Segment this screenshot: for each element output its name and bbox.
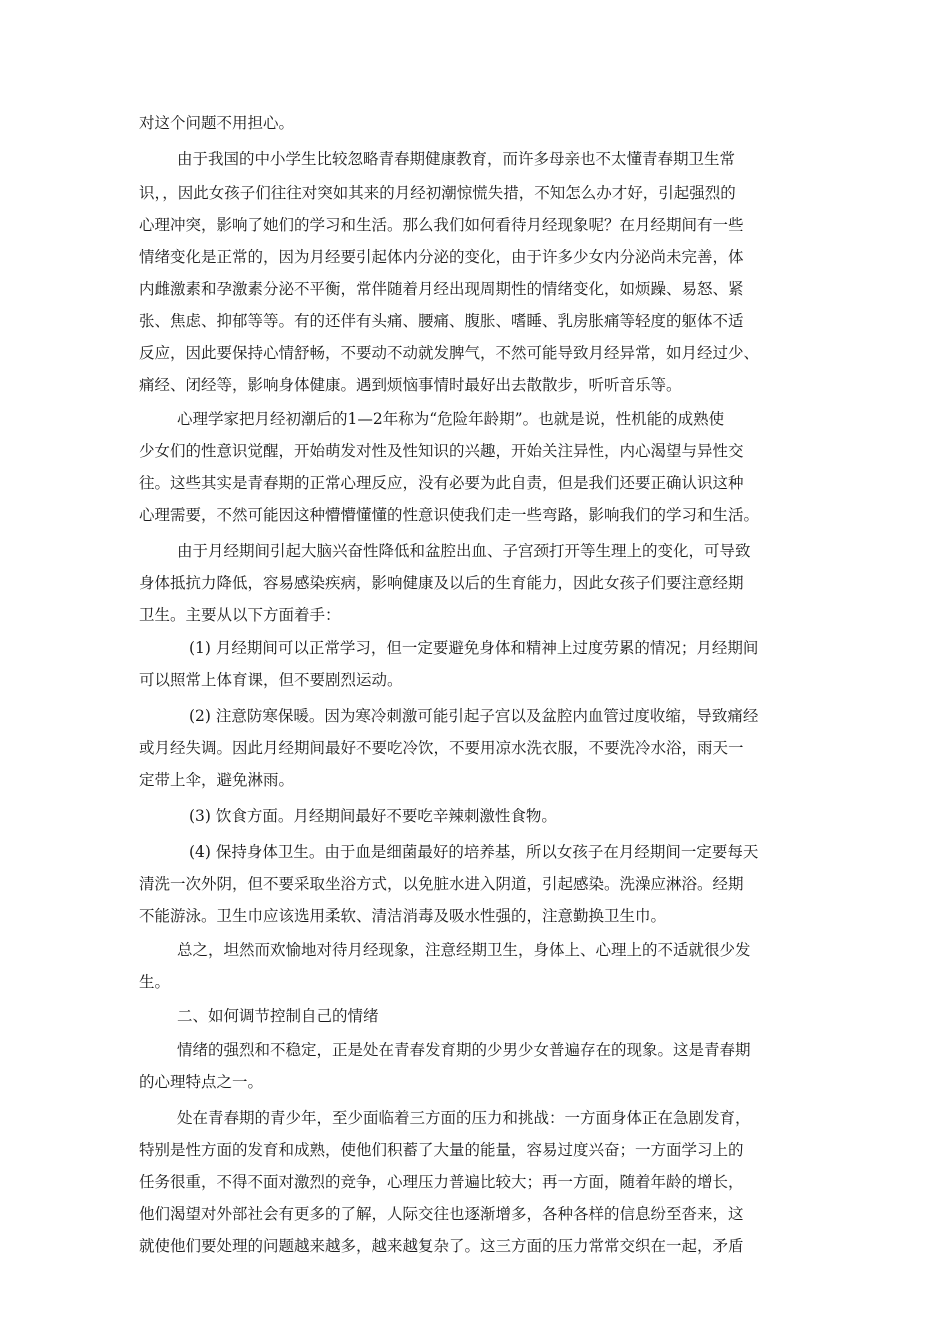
text-line: 痛经、闭经等，影响身体健康。遇到烦恼事情时最好出去散散步，听听音乐等。	[139, 376, 682, 394]
section-heading: 二、如何调节控制自己的情绪	[177, 1007, 379, 1025]
text-line: 心理冲突，影响了她们的学习和生活。那么我们如何看待月经现象呢？在月经期间有一些	[139, 216, 744, 234]
text-line: 往。这些其实是青春期的正常心理反应，没有必要为此自责，但是我们还要正确认识这种	[139, 474, 744, 492]
list-item-line: (1) 月经期间可以正常学习，但一定要避免身体和精神上过度劳累的情况；月经期间	[189, 639, 759, 657]
text-line: 张、焦虑、抑郁等等。有的还伴有头痛、腰痛、腹胀、嗜睡、乳房胀痛等轻度的躯体不适	[139, 312, 744, 330]
text-line: 或月经失调。因此月经期间最好不要吃冷饮，不要用凉水洗衣服，不要洗冷水浴，雨天一	[139, 739, 744, 757]
text-line: 清洗一次外阴，但不要采取坐浴方式，以免脏水进入阴道，引起感染。洗澡应淋浴。经期	[139, 875, 744, 893]
text-line: 身体抵抗力降低，容易感染疾病，影响健康及以后的生育能力，因此女孩子们要注意经期	[139, 574, 744, 592]
text-line: 反应，因此要保持心情舒畅，不要动不动就发脾气，不然可能导致月经异常，如月经过少、	[139, 344, 760, 362]
text-line: 处在青春期的青少年，至少面临着三方面的压力和挑战：一方面身体正在急剧发育，	[177, 1109, 751, 1127]
text-line: 不能游泳。卫生巾应该选用柔软、清洁消毒及吸水性强的，注意勤换卫生巾。	[139, 907, 667, 925]
text-line: 他们渴望对外部社会有更多的了解，人际交往也逐渐增多，各种各样的信息纷至沓来，这	[139, 1205, 744, 1223]
text-line: 对这个问题不用担心。	[139, 114, 295, 132]
text-line: 内雌激素和孕激素分泌不平衡，常伴随着月经出现周期性的情绪变化，如烦躁、易怒、紧	[139, 280, 744, 298]
text-line: 情绪的强烈和不稳定，正是处在青春发育期的少男少女普遍存在的现象。这是青春期	[177, 1041, 751, 1059]
text-line: 卫生。主要从以下方面着手：	[139, 606, 341, 624]
list-item-line: (3) 饮食方面。月经期间最好不要吃辛辣刺激性食物。	[189, 807, 557, 825]
text-line: 的心理特点之一。	[139, 1073, 264, 1091]
text-line: 定带上伞，避免淋雨。	[139, 771, 295, 789]
text-line: 任务很重，不得不面对激烈的竞争，心理压力普遍比较大；再一方面，随着年龄的增长，	[139, 1173, 744, 1191]
text-line: 由于我国的中小学生比较忽略青春期健康教育，而许多母亲也不太懂青春期卫生常	[177, 150, 736, 168]
text-line: 特别是性方面的发育和成熟，使他们积蓄了大量的能量，容易过度兴奋；一方面学习上的	[139, 1141, 744, 1159]
text-line: 总之，坦然而欢愉地对待月经现象，注意经期卫生，身体上、心理上的不适就很少发	[177, 941, 751, 959]
text-line: 生。	[139, 973, 171, 991]
text-line: 心理需要，不然可能因这种懵懵懂懂的性意识使我们走一些弯路，影响我们的学习和生活。	[139, 506, 760, 524]
list-item-line: (2) 注意防寒保暖。因为寒冷刺激可能引起子宫以及盆腔内血管过度收缩，导致痛经	[189, 707, 759, 725]
text-line: 识，，因此女孩子们往往对突如其来的月经初潮惊慌失措，不知怎么办才好，引起强烈的	[139, 184, 736, 202]
text-line: 由于月经期间引起大脑兴奋性降低和盆腔出血、子宫颈打开等生理上的变化，可导致	[177, 542, 751, 560]
text-line: 少女们的性意识觉醒，开始萌发对性及性知识的兴趣，开始关注异性，内心渴望与异性交	[139, 442, 744, 460]
list-item-line: (4) 保持身体卫生。由于血是细菌最好的培养基，所以女孩子在月经期间一定要每天	[189, 843, 759, 861]
text-line: 情绪变化是正常的，因为月经要引起体内分泌的变化，由于许多少女内分泌尚未完善，体	[139, 248, 744, 266]
text-line: 可以照常上体育课，但不要剧烈运动。	[139, 671, 403, 689]
text-line: 心理学家把月经初潮后的1—2年称为“危险年龄期”。也就是说，性机能的成熟使	[177, 410, 725, 428]
text-line: 就使他们要处理的问题越来越多，越来越复杂了。这三方面的压力常常交织在一起，矛盾	[139, 1237, 744, 1255]
